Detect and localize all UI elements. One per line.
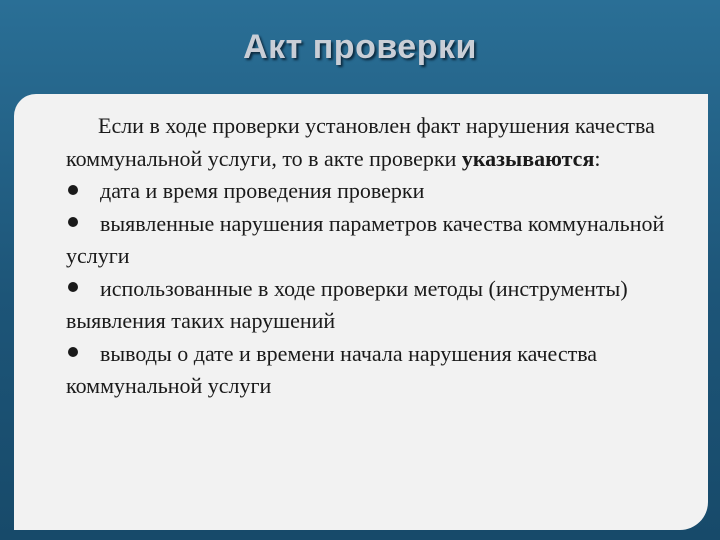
title-area — [0, 0, 720, 100]
bullet-text: использованные в ходе проверки методы (инструменты) выявления таких нарушений — [66, 275, 628, 333]
bullet-item — [66, 175, 676, 208]
content-text — [66, 110, 676, 403]
intro-bold-text: указываются — [461, 145, 595, 171]
bullet-text: выявленные нарушения параметров качества коммунальной услуги — [66, 210, 665, 268]
bullet-dot-icon — [68, 185, 78, 195]
bullet-item — [66, 273, 676, 338]
bullet-text: дата и время проведения проверки — [100, 178, 425, 203]
bullet-item — [66, 338, 676, 403]
content-panel — [14, 94, 708, 530]
bullet-text: выводы о дате и времени начала нарушения качества коммунальной услуги — [66, 340, 598, 398]
intro-text: Если в ходе проверки установлен факт нарушения качества коммунальной услуги, то в акте проверки — [66, 113, 655, 171]
bullet-dot-icon — [68, 347, 78, 357]
intro-colon: : — [594, 145, 601, 171]
bullet-item — [66, 208, 676, 273]
slide-title: Акт проверки — [243, 28, 477, 66]
bullet-dot-icon — [68, 282, 78, 292]
bullet-dot-icon — [68, 217, 78, 227]
intro-paragraph — [66, 110, 676, 175]
